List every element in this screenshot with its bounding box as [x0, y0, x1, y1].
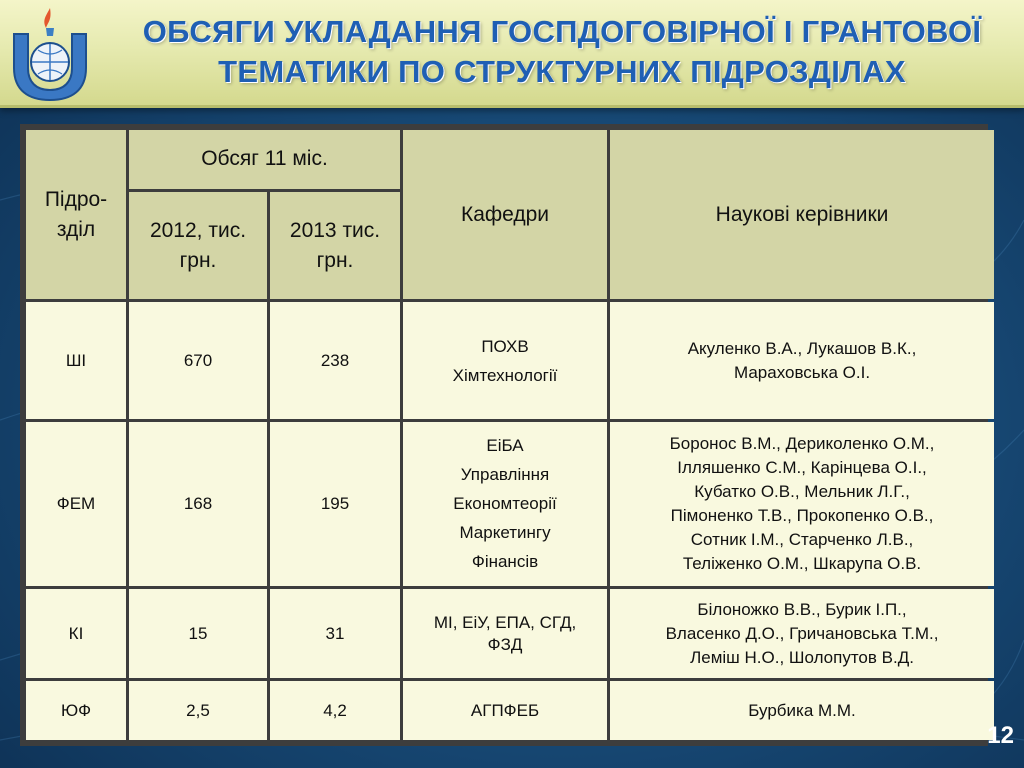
- title-line-1: ОБСЯГИ УКЛАДАННЯ ГОСПДОГОВІРНОЇ І ГРАНТОВОЇ: [142, 14, 982, 49]
- title-banner: [0, 0, 1024, 108]
- header-2012: 2012, тис. грн.: [129, 192, 267, 299]
- department-name: ПОХВ: [481, 336, 529, 356]
- cell-2012: 2,5: [129, 681, 267, 740]
- cell-unit: ШІ: [26, 302, 126, 419]
- header-departments: Кафедри: [403, 130, 607, 299]
- supervisor-line: Леміш Н.О., Шолопутов В.Д.: [690, 647, 914, 667]
- cell-supervisors: [610, 422, 994, 586]
- department-name: Управління: [460, 465, 550, 485]
- supervisor-line: Теліженко О.М., Шкарупа О.В.: [682, 553, 922, 573]
- cell-unit: КІ: [26, 589, 126, 678]
- cell-supervisors: [610, 681, 994, 740]
- supervisor-line: Білоножко В.В., Бурик І.П.,: [697, 599, 907, 619]
- table-row: [26, 681, 994, 740]
- cell-2012: 168: [129, 422, 267, 586]
- contracts-table: [20, 124, 988, 746]
- cell-departments: [403, 422, 607, 586]
- supervisor-line: Пімоненко Т.В., Прокопенко О.В.,: [670, 505, 934, 525]
- department-name: МІ, ЕіУ, ЕПА, СГД,: [433, 612, 577, 632]
- cell-2013: 31: [270, 589, 400, 678]
- supervisor-line: Кубатко О.В., Мельник Л.Г.,: [694, 481, 910, 501]
- cell-supervisors: [610, 302, 994, 419]
- table-row: [26, 589, 994, 678]
- department-name: АГПФЕБ: [470, 701, 540, 721]
- cell-departments: [403, 681, 607, 740]
- cell-supervisors: [610, 589, 994, 678]
- header-supervisors: Наукові керівники: [610, 130, 994, 299]
- header-unit: Підро-зділ: [26, 130, 126, 299]
- page-title: [100, 12, 1024, 92]
- supervisor-line: Власенко Д.О., Гричановська Т.М.,: [665, 623, 939, 643]
- department-name: ЕіБА: [486, 436, 524, 456]
- cell-2013: 238: [270, 302, 400, 419]
- table-header-row: [26, 130, 994, 189]
- department-name: Фінансів: [471, 552, 539, 572]
- cell-unit: ЮФ: [26, 681, 126, 740]
- department-name: Хімтехнології: [452, 365, 558, 385]
- cell-2012: 15: [129, 589, 267, 678]
- cell-2012: 670: [129, 302, 267, 419]
- header-2013: 2013 тис. грн.: [270, 192, 400, 299]
- title-line-2: ТЕМАТИКИ ПО СТРУКТУРНИХ ПІДРОЗДІЛАХ: [218, 54, 906, 89]
- slide-number: 12: [987, 722, 1014, 749]
- supervisor-line: Боронос В.М., Дериколенко О.М.,: [669, 433, 935, 453]
- supervisor-line: Акуленко В.А., Лукашов В.К.,: [687, 338, 917, 358]
- cell-2013: 195: [270, 422, 400, 586]
- supervisor-line: Мараховська О.І.: [733, 362, 871, 382]
- cell-departments: [403, 589, 607, 678]
- department-name: Економтеорії: [453, 494, 557, 514]
- department-name: Маркетингу: [459, 523, 551, 543]
- supervisor-line: Бурбика М.М.: [748, 700, 856, 720]
- cell-2013: 4,2: [270, 681, 400, 740]
- university-logo-icon: [6, 6, 94, 102]
- cell-departments: [403, 302, 607, 419]
- supervisor-line: Сотник І.М., Старченко Л.В.,: [690, 529, 914, 549]
- table-row: [26, 422, 994, 586]
- table-row: [26, 302, 994, 419]
- header-volume: Обсяг 11 міс.: [129, 130, 400, 189]
- supervisor-line: Ілляшенко С.М., Карінцева О.І.,: [677, 457, 927, 477]
- cell-unit: ФЕМ: [26, 422, 126, 586]
- department-name: ФЗД: [487, 634, 523, 654]
